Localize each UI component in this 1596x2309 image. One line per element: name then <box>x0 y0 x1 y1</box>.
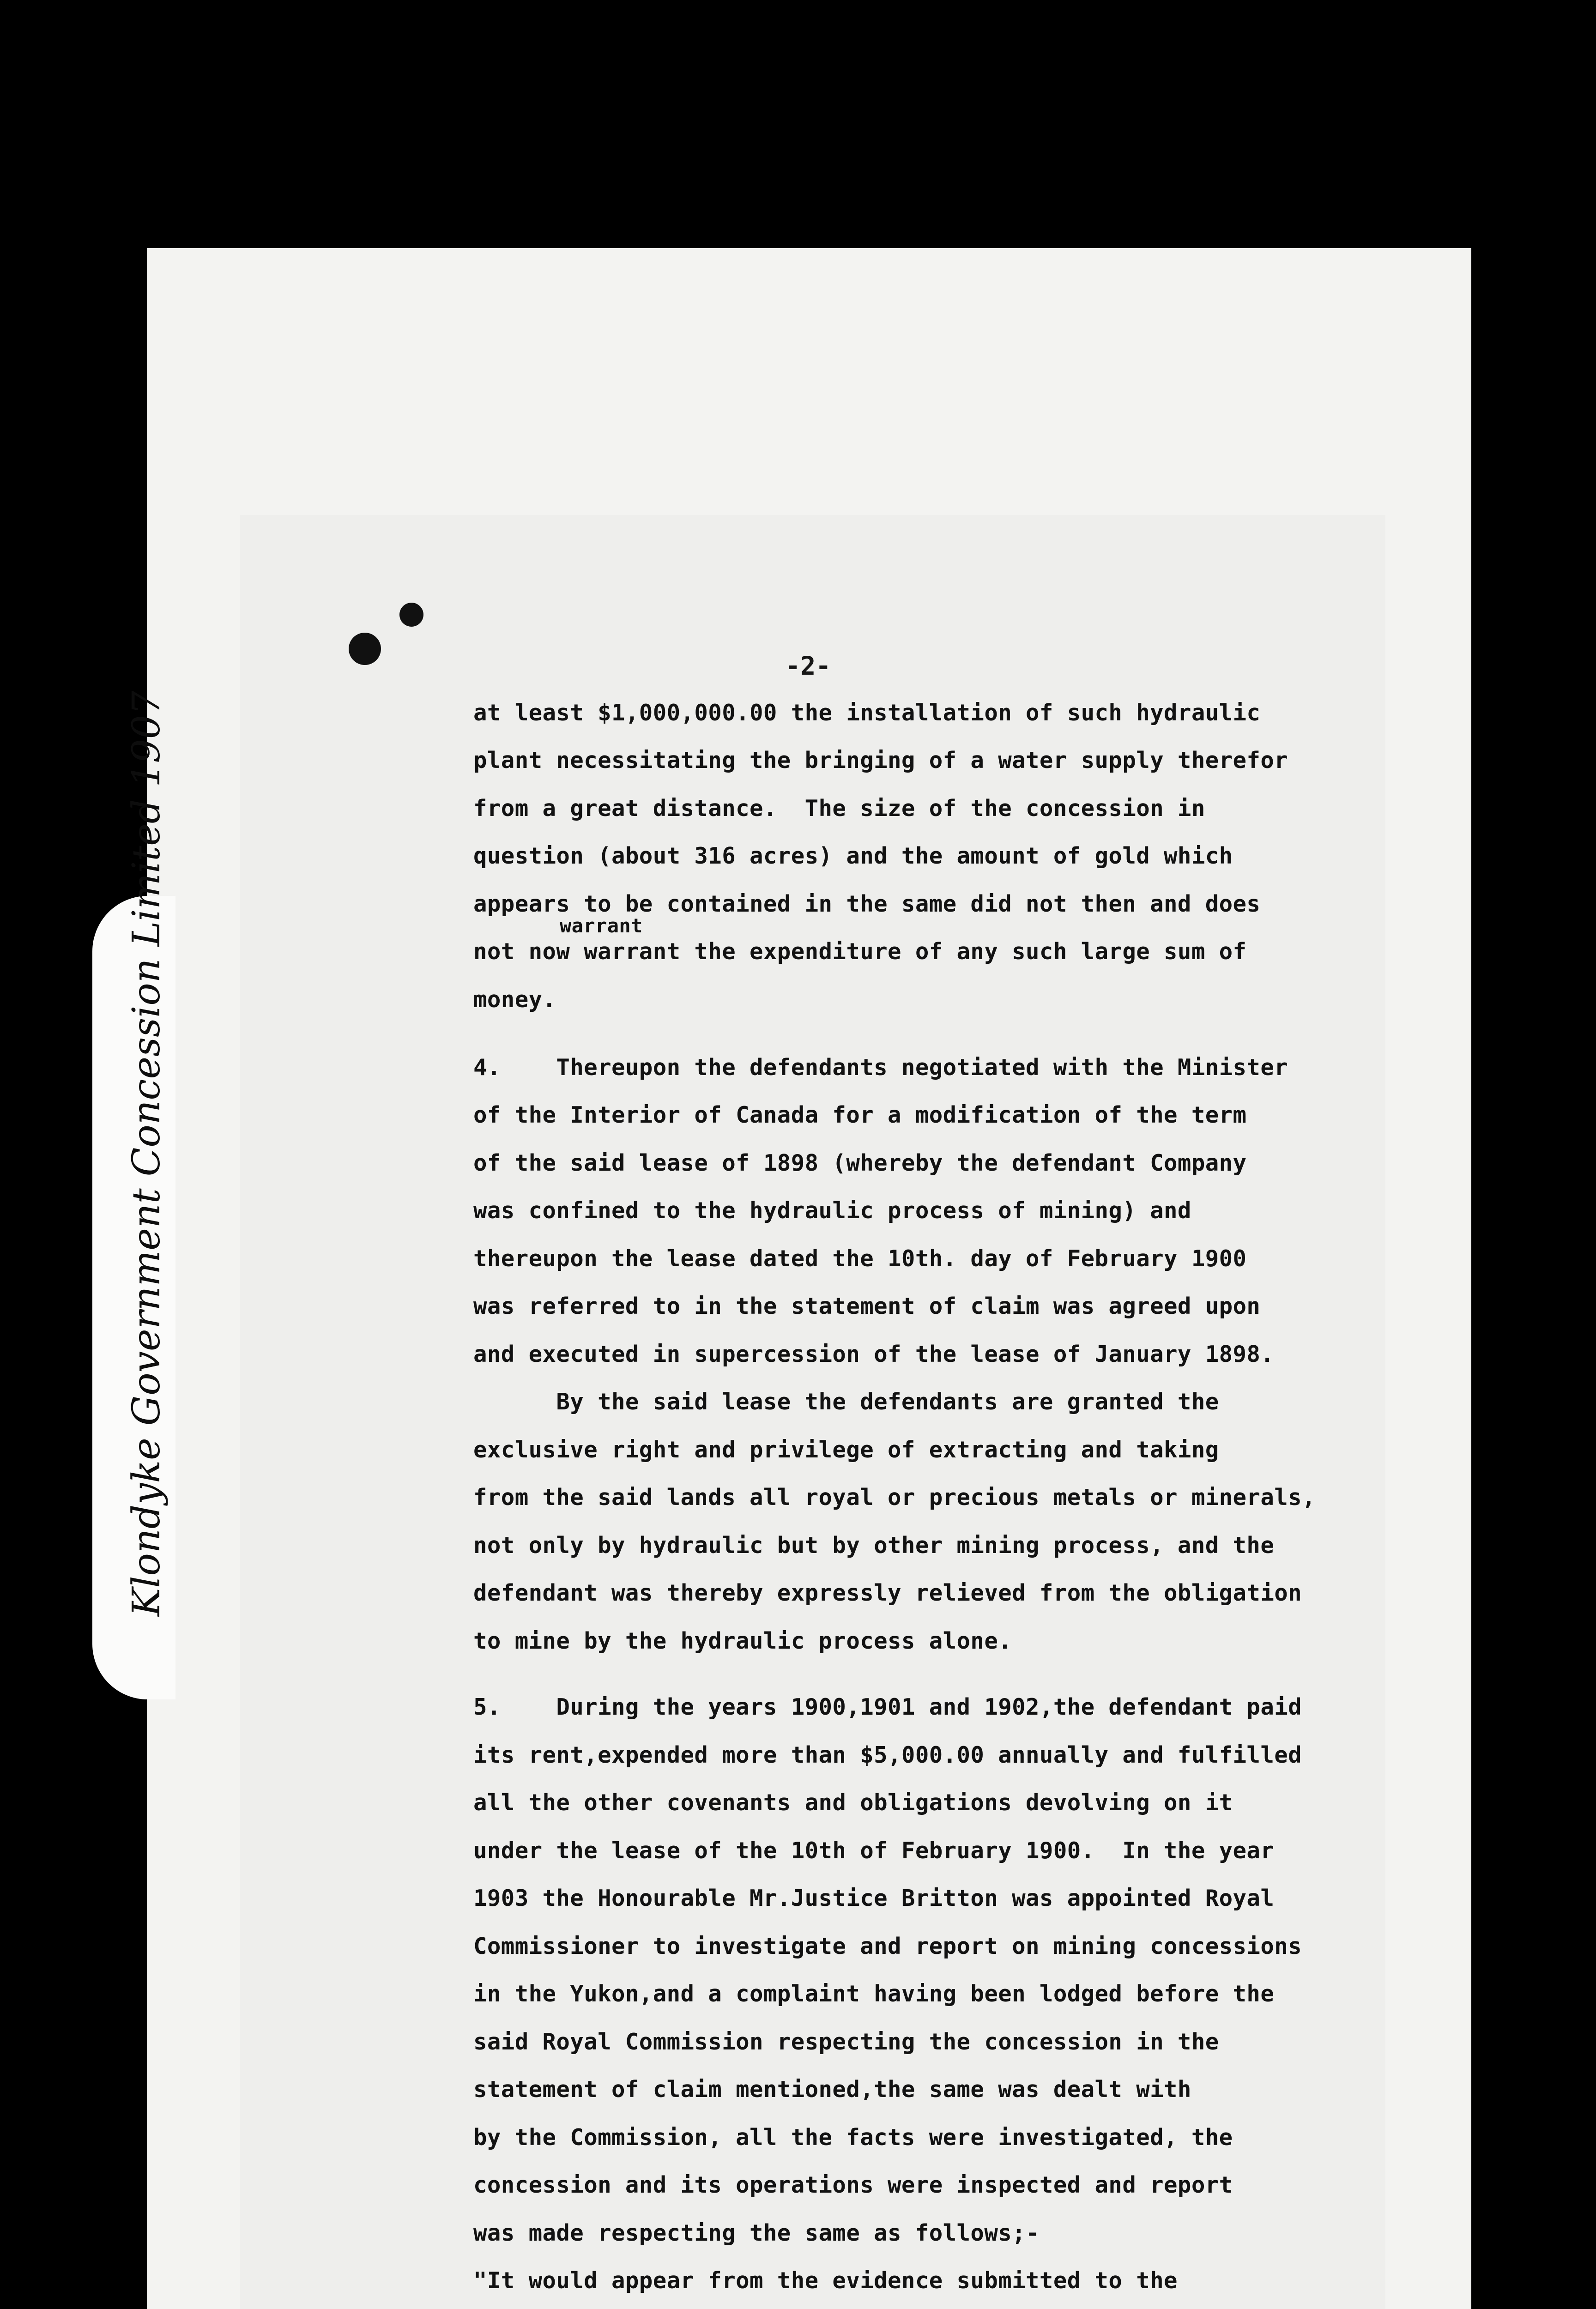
text-line: from the said lands all royal or precious metals or minerals, <box>473 1484 1316 1511</box>
text-line: was confined to the hydraulic process of mining) and <box>473 1197 1191 1224</box>
text-line: by the Commission, all the facts were investigated, the <box>473 2124 1233 2151</box>
text-line: question (about 316 acres) and the amount of gold which <box>473 843 1233 869</box>
text-line: plant necessitating the bringing of a water supply therefor <box>473 747 1288 774</box>
text-line: said Royal Commission respecting the concession in the <box>473 2029 1219 2055</box>
text-line: By the said lease the defendants are granted the <box>473 1389 1219 1415</box>
page-number: -2- <box>785 651 831 681</box>
text-line: under the lease of the 10th of February 1900. In the year <box>473 1838 1275 1864</box>
text-line: appears to be contained in the same did not then and does <box>473 891 1261 917</box>
text-line: not only by hydraulic but by other mining process, and the <box>473 1532 1275 1559</box>
text-line: money. <box>473 986 556 1013</box>
text-line: "It would appear from the evidence submitted to the <box>473 2267 1178 2294</box>
text-line: 5. During the years 1900,1901 and 1902,the defendant paid <box>473 1694 1302 1720</box>
text-line: statement of claim mentioned,the same was dealt with <box>473 2076 1191 2103</box>
text-line: thereupon the lease dated the 10th. day of February 1900 <box>473 1245 1247 1272</box>
text-line: its rent,expended more than $5,000.00 annually and fulfilled <box>473 1742 1302 1768</box>
text-line: was referred to in the statement of claim was agreed upon <box>473 1293 1261 1319</box>
text-line: defendant was thereby expressly relieved from the obligation <box>473 1580 1302 1606</box>
handwritten-annotation: Klondyke Government Concession Limited 1907 <box>125 691 169 1616</box>
text-line: from a great distance. The size of the concession in <box>473 795 1205 822</box>
ink-spot <box>349 633 381 665</box>
ink-spot <box>399 603 423 627</box>
text-line: of the said lease of 1898 (whereby the defendant Company <box>473 1150 1247 1176</box>
text-line: and executed in supercession of the lease of January 1898. <box>473 1341 1275 1367</box>
text-line: of the Interior of Canada for a modification of the term <box>473 1102 1247 1128</box>
text-line: to mine by the hydraulic process alone. <box>473 1628 1012 1654</box>
text-line: at least $1,000,000.00 the installation of such hydraulic <box>473 700 1261 726</box>
text-line: in the Yukon,and a complaint having been lodged before the <box>473 1981 1275 2007</box>
text-line: all the other covenants and obligations devolving on it <box>473 1789 1233 1816</box>
text-line: exclusive right and privilege of extracting and taking <box>473 1437 1219 1463</box>
text-line: was made respecting the same as follows;- <box>473 2220 1040 2246</box>
text-line: 4. Thereupon the defendants negotiated with the Minister <box>473 1054 1288 1081</box>
text-line: 1903 the Honourable Mr.Justice Britton was appointed Royal <box>473 1885 1275 1911</box>
text-line: concession and its operations were inspected and report <box>473 2172 1233 2198</box>
interlinear-correction: warrant <box>560 914 643 937</box>
text-line: Commissioner to investigate and report on mining concessions <box>473 1933 1302 1959</box>
text-line: not now warrant the expenditure of any such large sum of <box>473 938 1247 965</box>
